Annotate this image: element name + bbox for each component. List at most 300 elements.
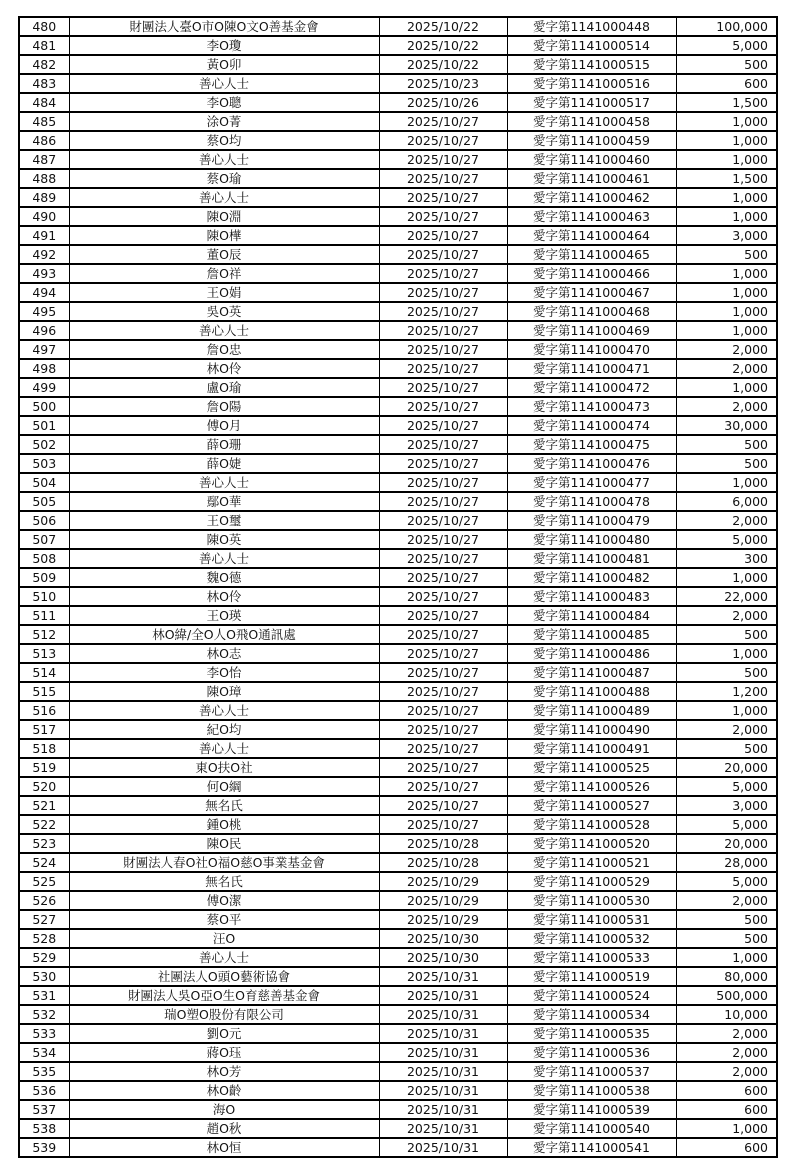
table-row xyxy=(19,435,777,454)
row-number-cell: 510 xyxy=(19,587,69,606)
receipt-number-cell: 愛字第1141000533 xyxy=(507,948,676,967)
amount-cell: 2,000 xyxy=(676,511,777,530)
receipt-number-cell: 愛字第1141000472 xyxy=(507,378,676,397)
donor-name-cell: 李O瓊 xyxy=(69,36,379,55)
row-number-cell: 499 xyxy=(19,378,69,397)
donation-date-cell: 2025/10/27 xyxy=(379,511,507,530)
donor-name-cell: 詹O祥 xyxy=(69,264,379,283)
table-row xyxy=(19,739,777,758)
table-body xyxy=(19,17,777,1157)
donor-name-cell: 董O辰 xyxy=(69,245,379,264)
table-row xyxy=(19,549,777,568)
donor-name-cell: 何O綱 xyxy=(69,777,379,796)
amount-cell: 500 xyxy=(676,625,777,644)
receipt-number-cell: 愛字第1141000463 xyxy=(507,207,676,226)
donor-name-cell: 林O恒 xyxy=(69,1138,379,1157)
amount-cell: 2,000 xyxy=(676,1043,777,1062)
receipt-number-cell: 愛字第1141000541 xyxy=(507,1138,676,1157)
table-row xyxy=(19,397,777,416)
donation-date-cell: 2025/10/31 xyxy=(379,1119,507,1138)
table-row xyxy=(19,1119,777,1138)
donor-name-cell: 善心人士 xyxy=(69,948,379,967)
donation-date-cell: 2025/10/27 xyxy=(379,815,507,834)
donor-name-cell: 財團法人吳O亞O生O育慈善基金會 xyxy=(69,986,379,1005)
row-number-cell: 485 xyxy=(19,112,69,131)
table-row xyxy=(19,36,777,55)
donation-date-cell: 2025/10/29 xyxy=(379,872,507,891)
donor-name-cell: 無名氏 xyxy=(69,796,379,815)
donor-name-cell: 傅O潔 xyxy=(69,891,379,910)
table-row xyxy=(19,967,777,986)
amount-cell: 500 xyxy=(676,929,777,948)
table-row xyxy=(19,644,777,663)
table-row xyxy=(19,226,777,245)
row-number-cell: 491 xyxy=(19,226,69,245)
donor-name-cell: 李O怡 xyxy=(69,663,379,682)
receipt-number-cell: 愛字第1141000467 xyxy=(507,283,676,302)
donor-name-cell: 林O伶 xyxy=(69,359,379,378)
receipt-number-cell: 愛字第1141000475 xyxy=(507,435,676,454)
donor-name-cell: 王O瑛 xyxy=(69,606,379,625)
amount-cell: 1,000 xyxy=(676,264,777,283)
donation-date-cell: 2025/10/29 xyxy=(379,891,507,910)
receipt-number-cell: 愛字第1141000526 xyxy=(507,777,676,796)
receipt-number-cell: 愛字第1141000529 xyxy=(507,872,676,891)
donor-name-cell: 魏O德 xyxy=(69,568,379,587)
receipt-number-cell: 愛字第1141000477 xyxy=(507,473,676,492)
donation-date-cell: 2025/10/27 xyxy=(379,264,507,283)
row-number-cell: 533 xyxy=(19,1024,69,1043)
donation-date-cell: 2025/10/31 xyxy=(379,1081,507,1100)
table-row xyxy=(19,150,777,169)
donation-date-cell: 2025/10/22 xyxy=(379,55,507,74)
row-number-cell: 534 xyxy=(19,1043,69,1062)
donor-name-cell: 王O娟 xyxy=(69,283,379,302)
row-number-cell: 495 xyxy=(19,302,69,321)
amount-cell: 500 xyxy=(676,663,777,682)
row-number-cell: 532 xyxy=(19,1005,69,1024)
receipt-number-cell: 愛字第1141000517 xyxy=(507,93,676,112)
row-number-cell: 519 xyxy=(19,758,69,777)
amount-cell: 20,000 xyxy=(676,834,777,853)
receipt-number-cell: 愛字第1141000480 xyxy=(507,530,676,549)
row-number-cell: 521 xyxy=(19,796,69,815)
donation-date-cell: 2025/10/27 xyxy=(379,131,507,150)
receipt-number-cell: 愛字第1141000466 xyxy=(507,264,676,283)
amount-cell: 1,000 xyxy=(676,1119,777,1138)
amount-cell: 1,000 xyxy=(676,948,777,967)
receipt-number-cell: 愛字第1141000532 xyxy=(507,929,676,948)
receipt-number-cell: 愛字第1141000537 xyxy=(507,1062,676,1081)
row-number-cell: 525 xyxy=(19,872,69,891)
receipt-number-cell: 愛字第1141000527 xyxy=(507,796,676,815)
row-number-cell: 482 xyxy=(19,55,69,74)
row-number-cell: 488 xyxy=(19,169,69,188)
donor-name-cell: 紀O均 xyxy=(69,720,379,739)
receipt-number-cell: 愛字第1141000482 xyxy=(507,568,676,587)
amount-cell: 500 xyxy=(676,454,777,473)
row-number-cell: 522 xyxy=(19,815,69,834)
donation-date-cell: 2025/10/27 xyxy=(379,739,507,758)
row-number-cell: 486 xyxy=(19,131,69,150)
donor-name-cell: 善心人士 xyxy=(69,549,379,568)
amount-cell: 10,000 xyxy=(676,1005,777,1024)
donor-name-cell: 蔣O珏 xyxy=(69,1043,379,1062)
table-row xyxy=(19,492,777,511)
table-row xyxy=(19,454,777,473)
donation-date-cell: 2025/10/27 xyxy=(379,112,507,131)
receipt-number-cell: 愛字第1141000462 xyxy=(507,188,676,207)
row-number-cell: 513 xyxy=(19,644,69,663)
donation-date-cell: 2025/10/31 xyxy=(379,967,507,986)
table-row xyxy=(19,321,777,340)
donation-date-cell: 2025/10/27 xyxy=(379,188,507,207)
table-row xyxy=(19,1043,777,1062)
row-number-cell: 507 xyxy=(19,530,69,549)
amount-cell: 2,000 xyxy=(676,606,777,625)
amount-cell: 600 xyxy=(676,1081,777,1100)
row-number-cell: 515 xyxy=(19,682,69,701)
row-number-cell: 490 xyxy=(19,207,69,226)
receipt-number-cell: 愛字第1141000525 xyxy=(507,758,676,777)
donation-date-cell: 2025/10/31 xyxy=(379,1005,507,1024)
donor-name-cell: 王O璽 xyxy=(69,511,379,530)
table-row xyxy=(19,815,777,834)
donor-name-cell: 蔡O瑜 xyxy=(69,169,379,188)
receipt-number-cell: 愛字第1141000519 xyxy=(507,967,676,986)
row-number-cell: 506 xyxy=(19,511,69,530)
donor-name-cell: 社團法人O頭O藝術協會 xyxy=(69,967,379,986)
donation-date-cell: 2025/10/27 xyxy=(379,568,507,587)
donation-date-cell: 2025/10/27 xyxy=(379,397,507,416)
donation-date-cell: 2025/10/29 xyxy=(379,910,507,929)
donor-name-cell: 財團法人臺O市O陳O文O善基金會 xyxy=(69,17,379,36)
table-row xyxy=(19,929,777,948)
amount-cell: 1,500 xyxy=(676,93,777,112)
row-number-cell: 537 xyxy=(19,1100,69,1119)
donation-date-cell: 2025/10/31 xyxy=(379,986,507,1005)
receipt-number-cell: 愛字第1141000486 xyxy=(507,644,676,663)
donation-date-cell: 2025/10/31 xyxy=(379,1138,507,1157)
donor-name-cell: 瑞O塑O股份有限公司 xyxy=(69,1005,379,1024)
table-row xyxy=(19,910,777,929)
donation-date-cell: 2025/10/27 xyxy=(379,302,507,321)
amount-cell: 2,000 xyxy=(676,1024,777,1043)
donor-name-cell: 善心人士 xyxy=(69,74,379,93)
receipt-number-cell: 愛字第1141000539 xyxy=(507,1100,676,1119)
table-row xyxy=(19,302,777,321)
donor-name-cell: 薛O珊 xyxy=(69,435,379,454)
row-number-cell: 496 xyxy=(19,321,69,340)
donor-name-cell: 劉O元 xyxy=(69,1024,379,1043)
receipt-number-cell: 愛字第1141000536 xyxy=(507,1043,676,1062)
donation-date-cell: 2025/10/22 xyxy=(379,17,507,36)
donation-date-cell: 2025/10/27 xyxy=(379,435,507,454)
receipt-number-cell: 愛字第1141000464 xyxy=(507,226,676,245)
amount-cell: 6,000 xyxy=(676,492,777,511)
table-row xyxy=(19,777,777,796)
donation-date-cell: 2025/10/27 xyxy=(379,720,507,739)
receipt-number-cell: 愛字第1141000535 xyxy=(507,1024,676,1043)
row-number-cell: 498 xyxy=(19,359,69,378)
donation-table xyxy=(18,16,778,1158)
row-number-cell: 500 xyxy=(19,397,69,416)
row-number-cell: 518 xyxy=(19,739,69,758)
row-number-cell: 539 xyxy=(19,1138,69,1157)
table-row xyxy=(19,834,777,853)
donation-date-cell: 2025/10/27 xyxy=(379,378,507,397)
row-number-cell: 494 xyxy=(19,283,69,302)
amount-cell: 500 xyxy=(676,435,777,454)
donor-name-cell: 詹O陽 xyxy=(69,397,379,416)
amount-cell: 5,000 xyxy=(676,36,777,55)
donation-date-cell: 2025/10/31 xyxy=(379,1062,507,1081)
row-number-cell: 481 xyxy=(19,36,69,55)
table-row xyxy=(19,17,777,36)
row-number-cell: 512 xyxy=(19,625,69,644)
donation-date-cell: 2025/10/28 xyxy=(379,853,507,872)
donor-name-cell: 林O芳 xyxy=(69,1062,379,1081)
amount-cell: 1,000 xyxy=(676,302,777,321)
table-row xyxy=(19,872,777,891)
donor-name-cell: 涂O菁 xyxy=(69,112,379,131)
donation-date-cell: 2025/10/27 xyxy=(379,359,507,378)
table-row xyxy=(19,511,777,530)
amount-cell: 500 xyxy=(676,245,777,264)
donation-date-cell: 2025/10/22 xyxy=(379,36,507,55)
row-number-cell: 529 xyxy=(19,948,69,967)
row-number-cell: 508 xyxy=(19,549,69,568)
receipt-number-cell: 愛字第1141000470 xyxy=(507,340,676,359)
amount-cell: 5,000 xyxy=(676,777,777,796)
row-number-cell: 480 xyxy=(19,17,69,36)
donation-date-cell: 2025/10/27 xyxy=(379,644,507,663)
amount-cell: 600 xyxy=(676,1138,777,1157)
donor-name-cell: 善心人士 xyxy=(69,321,379,340)
donor-name-cell: 善心人士 xyxy=(69,701,379,720)
amount-cell: 1,000 xyxy=(676,150,777,169)
donor-name-cell: 林O志 xyxy=(69,644,379,663)
row-number-cell: 509 xyxy=(19,568,69,587)
donor-name-cell: 蔡O均 xyxy=(69,131,379,150)
donation-date-cell: 2025/10/27 xyxy=(379,416,507,435)
donation-date-cell: 2025/10/27 xyxy=(379,549,507,568)
table-row xyxy=(19,473,777,492)
row-number-cell: 501 xyxy=(19,416,69,435)
donation-date-cell: 2025/10/27 xyxy=(379,321,507,340)
table-row xyxy=(19,568,777,587)
row-number-cell: 514 xyxy=(19,663,69,682)
donor-name-cell: 陳O民 xyxy=(69,834,379,853)
table-row xyxy=(19,796,777,815)
row-number-cell: 502 xyxy=(19,435,69,454)
donation-date-cell: 2025/10/27 xyxy=(379,454,507,473)
row-number-cell: 538 xyxy=(19,1119,69,1138)
donation-date-cell: 2025/10/31 xyxy=(379,1100,507,1119)
row-number-cell: 503 xyxy=(19,454,69,473)
donation-date-cell: 2025/10/27 xyxy=(379,150,507,169)
receipt-number-cell: 愛字第1141000515 xyxy=(507,55,676,74)
donation-date-cell: 2025/10/27 xyxy=(379,663,507,682)
donation-date-cell: 2025/10/27 xyxy=(379,758,507,777)
amount-cell: 5,000 xyxy=(676,530,777,549)
donor-name-cell: 海O xyxy=(69,1100,379,1119)
receipt-number-cell: 愛字第1141000516 xyxy=(507,74,676,93)
row-number-cell: 520 xyxy=(19,777,69,796)
table-row xyxy=(19,1024,777,1043)
donation-date-cell: 2025/10/27 xyxy=(379,207,507,226)
donor-name-cell: 無名氏 xyxy=(69,872,379,891)
table-row xyxy=(19,1005,777,1024)
donation-date-cell: 2025/10/27 xyxy=(379,625,507,644)
row-number-cell: 526 xyxy=(19,891,69,910)
donation-date-cell: 2025/10/27 xyxy=(379,701,507,720)
donation-date-cell: 2025/10/26 xyxy=(379,93,507,112)
donation-date-cell: 2025/10/27 xyxy=(379,777,507,796)
receipt-number-cell: 愛字第1141000534 xyxy=(507,1005,676,1024)
donor-name-cell: 詹O忠 xyxy=(69,340,379,359)
receipt-number-cell: 愛字第1141000488 xyxy=(507,682,676,701)
amount-cell: 1,000 xyxy=(676,568,777,587)
amount-cell: 3,000 xyxy=(676,226,777,245)
receipt-number-cell: 愛字第1141000484 xyxy=(507,606,676,625)
donor-name-cell: 陳O英 xyxy=(69,530,379,549)
row-number-cell: 531 xyxy=(19,986,69,1005)
amount-cell: 5,000 xyxy=(676,815,777,834)
amount-cell: 2,000 xyxy=(676,340,777,359)
row-number-cell: 504 xyxy=(19,473,69,492)
table-row xyxy=(19,758,777,777)
amount-cell: 30,000 xyxy=(676,416,777,435)
table-row xyxy=(19,891,777,910)
table-row xyxy=(19,1138,777,1157)
donation-date-cell: 2025/10/27 xyxy=(379,796,507,815)
amount-cell: 2,000 xyxy=(676,397,777,416)
table-row xyxy=(19,1062,777,1081)
donor-name-cell: 林O伶 xyxy=(69,587,379,606)
row-number-cell: 489 xyxy=(19,188,69,207)
row-number-cell: 523 xyxy=(19,834,69,853)
amount-cell: 1,000 xyxy=(676,378,777,397)
row-number-cell: 524 xyxy=(19,853,69,872)
donor-name-cell: 陳O樺 xyxy=(69,226,379,245)
amount-cell: 1,000 xyxy=(676,321,777,340)
receipt-number-cell: 愛字第1141000468 xyxy=(507,302,676,321)
receipt-number-cell: 愛字第1141000474 xyxy=(507,416,676,435)
table-row xyxy=(19,948,777,967)
amount-cell: 2,000 xyxy=(676,891,777,910)
receipt-number-cell: 愛字第1141000469 xyxy=(507,321,676,340)
donation-date-cell: 2025/10/27 xyxy=(379,473,507,492)
receipt-number-cell: 愛字第1141000489 xyxy=(507,701,676,720)
amount-cell: 1,000 xyxy=(676,131,777,150)
donor-name-cell: 鍾O桃 xyxy=(69,815,379,834)
amount-cell: 500 xyxy=(676,55,777,74)
receipt-number-cell: 愛字第1141000524 xyxy=(507,986,676,1005)
table-row xyxy=(19,169,777,188)
table-row xyxy=(19,245,777,264)
table-row xyxy=(19,378,777,397)
receipt-number-cell: 愛字第1141000538 xyxy=(507,1081,676,1100)
donation-date-cell: 2025/10/27 xyxy=(379,340,507,359)
donor-name-cell: 鄢O華 xyxy=(69,492,379,511)
donor-name-cell: 善心人士 xyxy=(69,150,379,169)
receipt-number-cell: 愛字第1141000528 xyxy=(507,815,676,834)
amount-cell: 28,000 xyxy=(676,853,777,872)
donor-name-cell: 盧O瑜 xyxy=(69,378,379,397)
table-row xyxy=(19,283,777,302)
receipt-number-cell: 愛字第1141000461 xyxy=(507,169,676,188)
donor-name-cell: 汪O xyxy=(69,929,379,948)
amount-cell: 1,000 xyxy=(676,207,777,226)
donation-date-cell: 2025/10/27 xyxy=(379,283,507,302)
donor-name-cell: 善心人士 xyxy=(69,473,379,492)
table-row xyxy=(19,1081,777,1100)
donor-name-cell: 薛O婕 xyxy=(69,454,379,473)
row-number-cell: 487 xyxy=(19,150,69,169)
amount-cell: 500 xyxy=(676,910,777,929)
table-row xyxy=(19,853,777,872)
receipt-number-cell: 愛字第1141000478 xyxy=(507,492,676,511)
table-row xyxy=(19,530,777,549)
table-row xyxy=(19,207,777,226)
amount-cell: 2,000 xyxy=(676,720,777,739)
amount-cell: 22,000 xyxy=(676,587,777,606)
amount-cell: 1,500 xyxy=(676,169,777,188)
receipt-number-cell: 愛字第1141000458 xyxy=(507,112,676,131)
receipt-number-cell: 愛字第1141000485 xyxy=(507,625,676,644)
donor-name-cell: 陳O淵 xyxy=(69,207,379,226)
amount-cell: 600 xyxy=(676,74,777,93)
donor-name-cell: 林O緯/全O人O飛O通訊處 xyxy=(69,625,379,644)
amount-cell: 1,000 xyxy=(676,473,777,492)
amount-cell: 3,000 xyxy=(676,796,777,815)
donation-date-cell: 2025/10/28 xyxy=(379,834,507,853)
row-number-cell: 505 xyxy=(19,492,69,511)
table-row xyxy=(19,188,777,207)
receipt-number-cell: 愛字第1141000514 xyxy=(507,36,676,55)
donation-date-cell: 2025/10/27 xyxy=(379,682,507,701)
receipt-number-cell: 愛字第1141000465 xyxy=(507,245,676,264)
row-number-cell: 535 xyxy=(19,1062,69,1081)
donor-name-cell: 東O扶O社 xyxy=(69,758,379,777)
donation-date-cell: 2025/10/30 xyxy=(379,948,507,967)
row-number-cell: 516 xyxy=(19,701,69,720)
donation-date-cell: 2025/10/27 xyxy=(379,530,507,549)
amount-cell: 1,000 xyxy=(676,701,777,720)
donor-name-cell: 善心人士 xyxy=(69,739,379,758)
amount-cell: 300 xyxy=(676,549,777,568)
donor-name-cell: 林O齡 xyxy=(69,1081,379,1100)
amount-cell: 500,000 xyxy=(676,986,777,1005)
row-number-cell: 483 xyxy=(19,74,69,93)
receipt-number-cell: 愛字第1141000473 xyxy=(507,397,676,416)
donor-name-cell: 李O聰 xyxy=(69,93,379,112)
donation-date-cell: 2025/10/27 xyxy=(379,169,507,188)
table-row xyxy=(19,625,777,644)
receipt-number-cell: 愛字第1141000471 xyxy=(507,359,676,378)
row-number-cell: 511 xyxy=(19,606,69,625)
amount-cell: 1,000 xyxy=(676,283,777,302)
donation-date-cell: 2025/10/23 xyxy=(379,74,507,93)
amount-cell: 1,000 xyxy=(676,112,777,131)
amount-cell: 80,000 xyxy=(676,967,777,986)
amount-cell: 5,000 xyxy=(676,872,777,891)
donation-date-cell: 2025/10/31 xyxy=(379,1024,507,1043)
row-number-cell: 497 xyxy=(19,340,69,359)
amount-cell: 1,200 xyxy=(676,682,777,701)
receipt-number-cell: 愛字第1141000491 xyxy=(507,739,676,758)
